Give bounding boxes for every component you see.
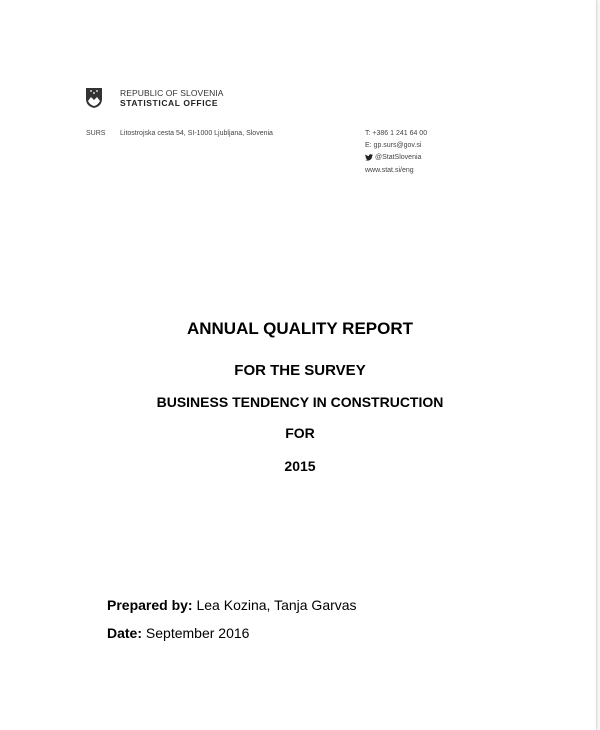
report-date <box>107 625 249 641</box>
org-abbrev: SURS <box>86 130 106 137</box>
date-value: September 2016 <box>142 625 250 641</box>
coat-of-arms-logo <box>85 87 103 109</box>
website: www.stat.si/eng <box>365 167 414 174</box>
date-label: Date: <box>107 625 143 641</box>
org-name-line2: STATISTICAL OFFICE <box>120 98 219 108</box>
org-name-line1: REPUBLIC OF SLOVENIA <box>120 88 224 98</box>
twitter-icon <box>365 154 373 161</box>
prepared-by-label: Prepared by: <box>107 597 193 613</box>
twitter-handle-row <box>365 154 421 161</box>
report-subtitle: FOR THE SURVEY <box>234 362 366 379</box>
phone: T: +386 1 241 64 00 <box>365 130 428 137</box>
twitter-handle: @StatSlovenia <box>375 154 422 161</box>
address: Litostrojska cesta 54, SI-1000 Ljubljana, Slovenia <box>120 130 273 137</box>
for-label: FOR <box>285 425 315 441</box>
report-year: 2015 <box>284 458 316 474</box>
survey-name: BUSINESS TENDENCY IN CONSTRUCTION <box>156 394 444 410</box>
prepared-by-value: Lea Kozina, Tanja Garvas <box>192 597 357 613</box>
prepared-by <box>107 597 357 613</box>
email: E: gp.surs@gov.si <box>365 142 422 149</box>
report-title: ANNUAL QUALITY REPORT <box>186 319 414 338</box>
